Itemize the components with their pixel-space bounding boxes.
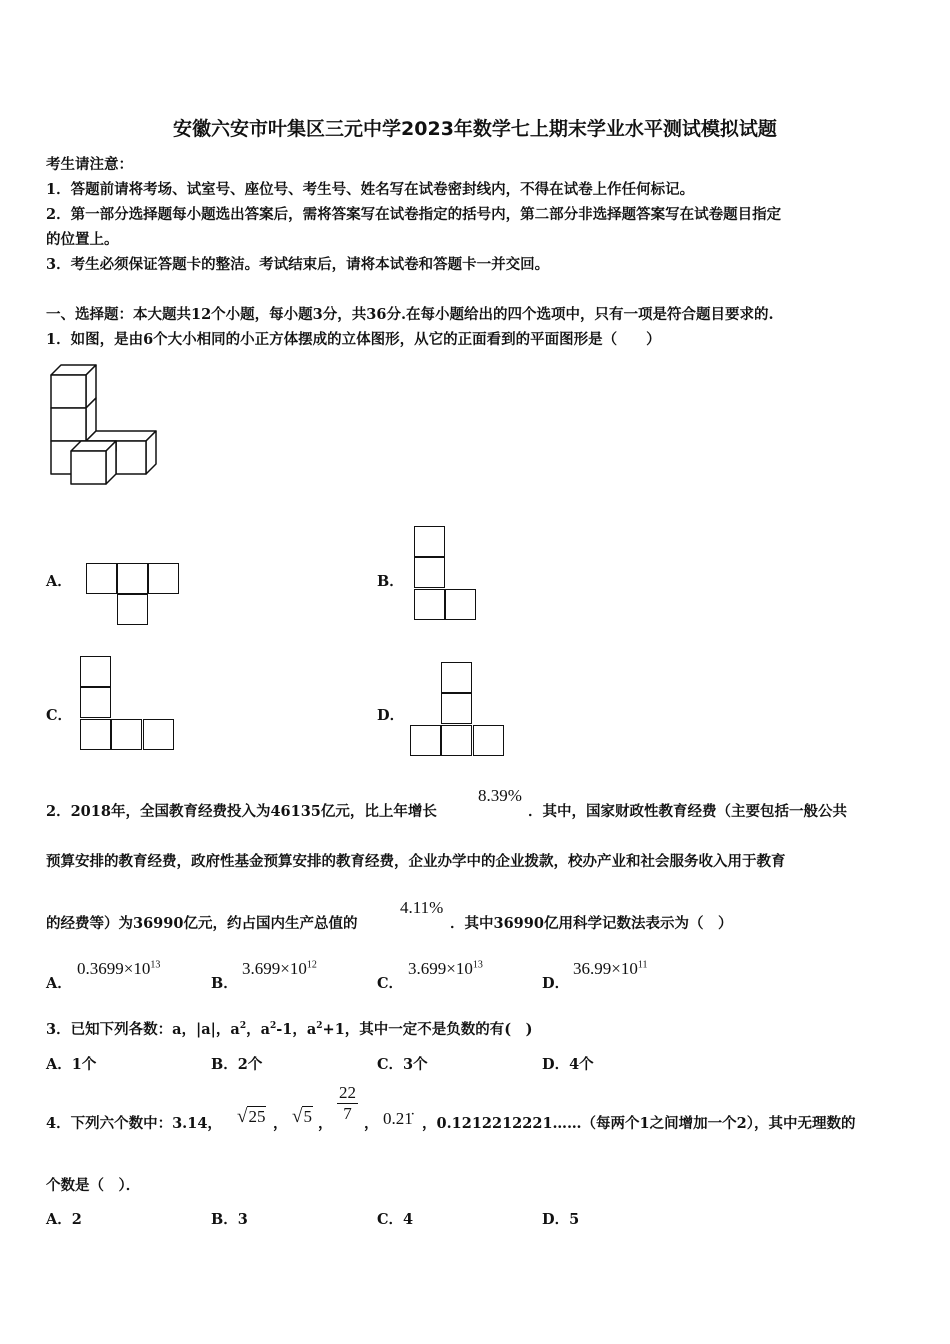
q1-option-b-label[interactable]: B． (377, 573, 404, 590)
q4-option-b[interactable]: B．3 (211, 1211, 248, 1228)
q2-option-c-label[interactable]: C． (377, 975, 404, 992)
q1-cube-figure (46, 360, 166, 490)
q2-option-a-label[interactable]: A． (46, 975, 72, 992)
q4-comma-3: ， (364, 1115, 379, 1132)
notice-heading: 考生请注意： (46, 156, 133, 173)
q2-option-d-value[interactable]: $36.99\times 10^{11}$ (573, 959, 648, 978)
page-title: 安徽六安市叶集区三元中学2023年数学七上期末学业水平测试模拟试题 (173, 118, 777, 140)
notice-item-2-cont: 的位置上。 (46, 231, 119, 248)
q2-line-2: 预算安排的教育经费，政府性基金预算安排的教育经费，企业办学中的企业拨款，校办产业和社会服务收入用于教育 (46, 853, 786, 870)
q2-line-1b: ．其中，国家财政性教育经费（主要包括一般公共 (528, 803, 847, 820)
q4-option-a[interactable]: A．2 (46, 1211, 82, 1228)
notice-item-2: 2．第一部分选择题每小题选出答案后，需将答案写在试卷指定的括号内，第二部分非选择题答案写在试卷题目指定 (46, 206, 782, 223)
q1-option-d-label[interactable]: D． (377, 707, 405, 724)
q4-comma-1: ， (273, 1115, 288, 1132)
q1-option-a-label[interactable]: A． (46, 573, 72, 590)
q4-tail: ，0.1212212221……（每两个1之间增加一个2），其中无理数的 (422, 1115, 856, 1132)
q2-line-3a: 的经费等）为36990亿元，约占国内生产总值的 (46, 915, 358, 932)
q4-repeating-decimal: 0.21 (383, 1109, 413, 1128)
q4-sqrt-5: √5 (292, 1106, 312, 1127)
q4-option-c[interactable]: C．4 (377, 1211, 414, 1228)
q3-option-b[interactable]: B．2个 (211, 1056, 263, 1073)
q4-lead: 4．下列六个数中：3.14， (46, 1115, 222, 1132)
q2-option-c-value[interactable]: $3.699\times 10^{13}$ (408, 959, 483, 978)
q4-line-2: 个数是（ ）． (46, 1177, 141, 1194)
notice-item-3: 3．考生必须保证答题卡的整洁。考试结束后，请将本试卷和答题卡一并交回。 (46, 256, 550, 273)
q1-stem: 1．如图，是由6个大小相同的小正方体摆成的立体图形，从它的正面看到的平面图形是（ ） (46, 331, 661, 348)
q2-line-1a: 2．2018年，全国教育经费投入为46135亿元，比上年增长 (46, 803, 437, 820)
q1-option-c-label[interactable]: C． (46, 707, 73, 724)
q4-comma-2: ， (318, 1115, 333, 1132)
q2-line-3b: ．其中36990亿用科学记数法表示为（ ） (450, 915, 733, 932)
q3-stem: 3．已知下列各数：a，|a|，$a^2$，$a^2-1$，$a^2+1$，其中一定不是负数的有( ) (46, 1021, 533, 1038)
q3-option-c[interactable]: C．3个 (377, 1056, 428, 1073)
q4-fraction: $\frac{22}{7}$ (339, 1083, 356, 1123)
q4-sqrt-25: √25 (237, 1106, 266, 1127)
q3-option-a[interactable]: A．1个 (46, 1056, 97, 1073)
q2-option-d-label[interactable]: D． (542, 975, 570, 992)
q2-growth-percent: 8.39% (478, 786, 522, 805)
q2-gdp-percent: 4.11% (400, 898, 444, 917)
q2-option-b-label[interactable]: B． (211, 975, 238, 992)
notice-item-1: 1．答题前请将考场、试室号、座位号、考生号、姓名写在试卷密封线内，不得在试卷上作任何标记。 (46, 181, 695, 198)
q3-option-d[interactable]: D．4个 (542, 1056, 594, 1073)
q2-option-b-value[interactable]: $3.699\times 10^{12}$ (242, 959, 317, 978)
q2-option-a-value[interactable]: $0.3699\times 10^{13}$ (77, 959, 161, 978)
section-heading: 一、选择题：本大题共12个小题，每小题3分，共36分.在每小题给出的四个选项中，只有一项是符合题目要求的. (46, 306, 774, 323)
q4-option-d[interactable]: D．5 (542, 1211, 580, 1228)
